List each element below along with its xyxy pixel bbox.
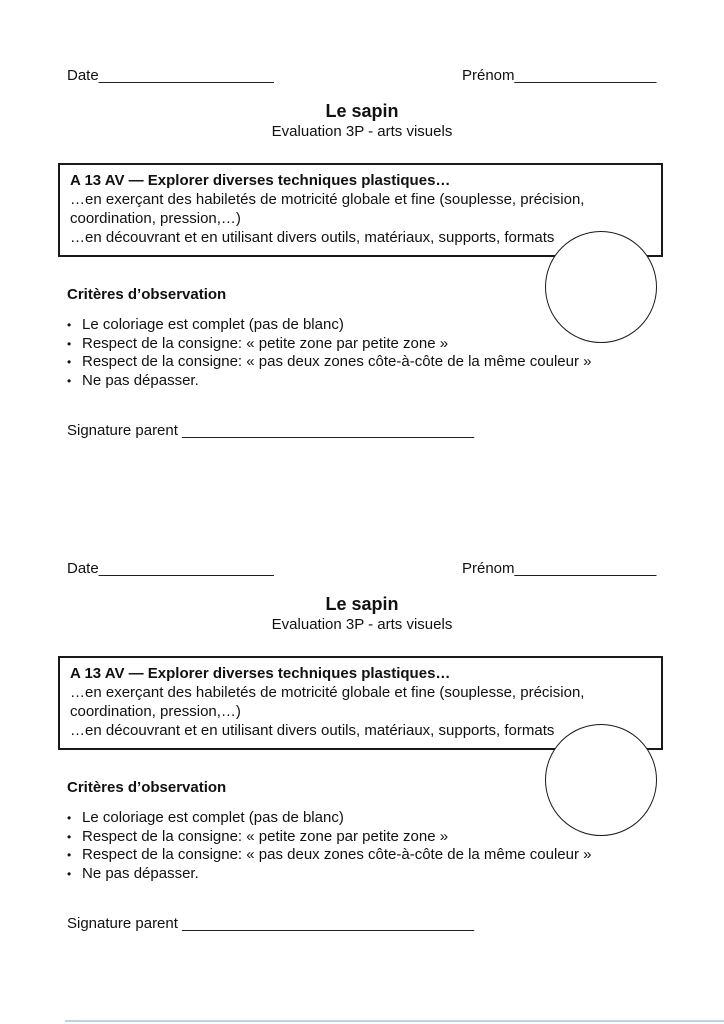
date-field <box>67 67 274 85</box>
title-block <box>0 593 724 634</box>
bullet-icon: • <box>67 373 72 388</box>
date-blank-line: _____________________ <box>98 560 274 577</box>
signature-label: Signature parent <box>67 422 183 439</box>
bullet-icon: • <box>67 355 72 369</box>
criteria-item <box>67 846 607 865</box>
criteria-text: Respect de la consigne: « pas deux zones côte-à-côte de la même couleur » <box>82 353 592 370</box>
criteria-text: Ne pas dépasser. <box>82 371 199 389</box>
evaluation-copy-2 <box>0 493 724 986</box>
prenom-blank-line: _________________ <box>514 560 657 577</box>
criteria-text: Le coloriage est complet (pas de blanc) <box>82 316 344 333</box>
prenom-field <box>462 560 656 578</box>
criteria-text: Ne pas dépasser. <box>82 864 199 882</box>
bullet-icon: • <box>67 336 72 351</box>
objective-body-line: …en découvrant et en utilisant divers outils, matériaux, supports, formats <box>70 229 555 246</box>
evaluation-copy-1 <box>0 0 724 493</box>
criteria-text: Le coloriage est complet (pas de blanc) <box>82 809 344 826</box>
criteria-text: Respect de la consigne: « petite zone par petite zone » <box>82 334 449 352</box>
bullet-icon: • <box>67 866 72 881</box>
grade-circle <box>545 724 657 836</box>
bullet-icon: • <box>67 318 72 332</box>
date-label: Date <box>67 67 99 84</box>
bullet-icon: • <box>67 829 72 844</box>
grade-circle <box>545 231 657 343</box>
bullet-icon: • <box>67 811 72 825</box>
bottom-page-rule <box>65 1020 724 1022</box>
criteria-list <box>67 316 607 390</box>
page-subtitle: Evaluation 3P - arts visuels <box>271 123 453 140</box>
criteria-item <box>67 828 607 847</box>
page-title: Le sapin <box>325 594 399 614</box>
criteria-text: Respect de la consigne: « petite zone par petite zone » <box>82 827 449 845</box>
objective-heading: A 13 AV — Explorer diverses techniques plastiques… <box>70 172 451 189</box>
title-block <box>0 100 724 141</box>
objective-heading: A 13 AV — Explorer diverses techniques plastiques… <box>70 665 451 682</box>
criteria-item <box>67 372 607 391</box>
criteria-heading: Critères d’observation <box>67 779 227 796</box>
date-label: Date <box>67 560 99 577</box>
objective-body-line: …en découvrant et en utilisant divers outils, matériaux, supports, formats <box>70 722 555 739</box>
prenom-field <box>462 67 656 85</box>
criteria-list <box>67 809 607 883</box>
signature-blank-line: ___________________________________ <box>182 915 475 932</box>
bullet-icon: • <box>67 848 72 862</box>
objective-body-line: …en exerçant des habiletés de motricité globale et fine (souplesse, précision, coordination, pression,…) <box>70 684 585 720</box>
date-field <box>67 560 274 578</box>
signature-field <box>67 422 474 440</box>
criteria-text: Respect de la consigne: « pas deux zones côte-à-côte de la même couleur » <box>82 846 592 863</box>
criteria-heading: Critères d’observation <box>67 286 227 303</box>
page-subtitle: Evaluation 3P - arts visuels <box>271 616 453 633</box>
criteria-item <box>67 316 607 335</box>
prenom-label: Prénom <box>462 67 515 84</box>
signature-blank-line: ___________________________________ <box>182 422 475 439</box>
criteria-item <box>67 865 607 884</box>
page-title: Le sapin <box>325 101 399 121</box>
prenom-label: Prénom <box>462 560 515 577</box>
criteria-item <box>67 809 607 828</box>
date-blank-line: _____________________ <box>98 67 274 84</box>
signature-field <box>67 915 474 933</box>
prenom-blank-line: _________________ <box>514 67 657 84</box>
criteria-item <box>67 335 607 354</box>
signature-label: Signature parent <box>67 915 183 932</box>
objective-body-line: …en exerçant des habiletés de motricité globale et fine (souplesse, précision, coordination, pression,…) <box>70 191 585 227</box>
criteria-item <box>67 353 607 372</box>
